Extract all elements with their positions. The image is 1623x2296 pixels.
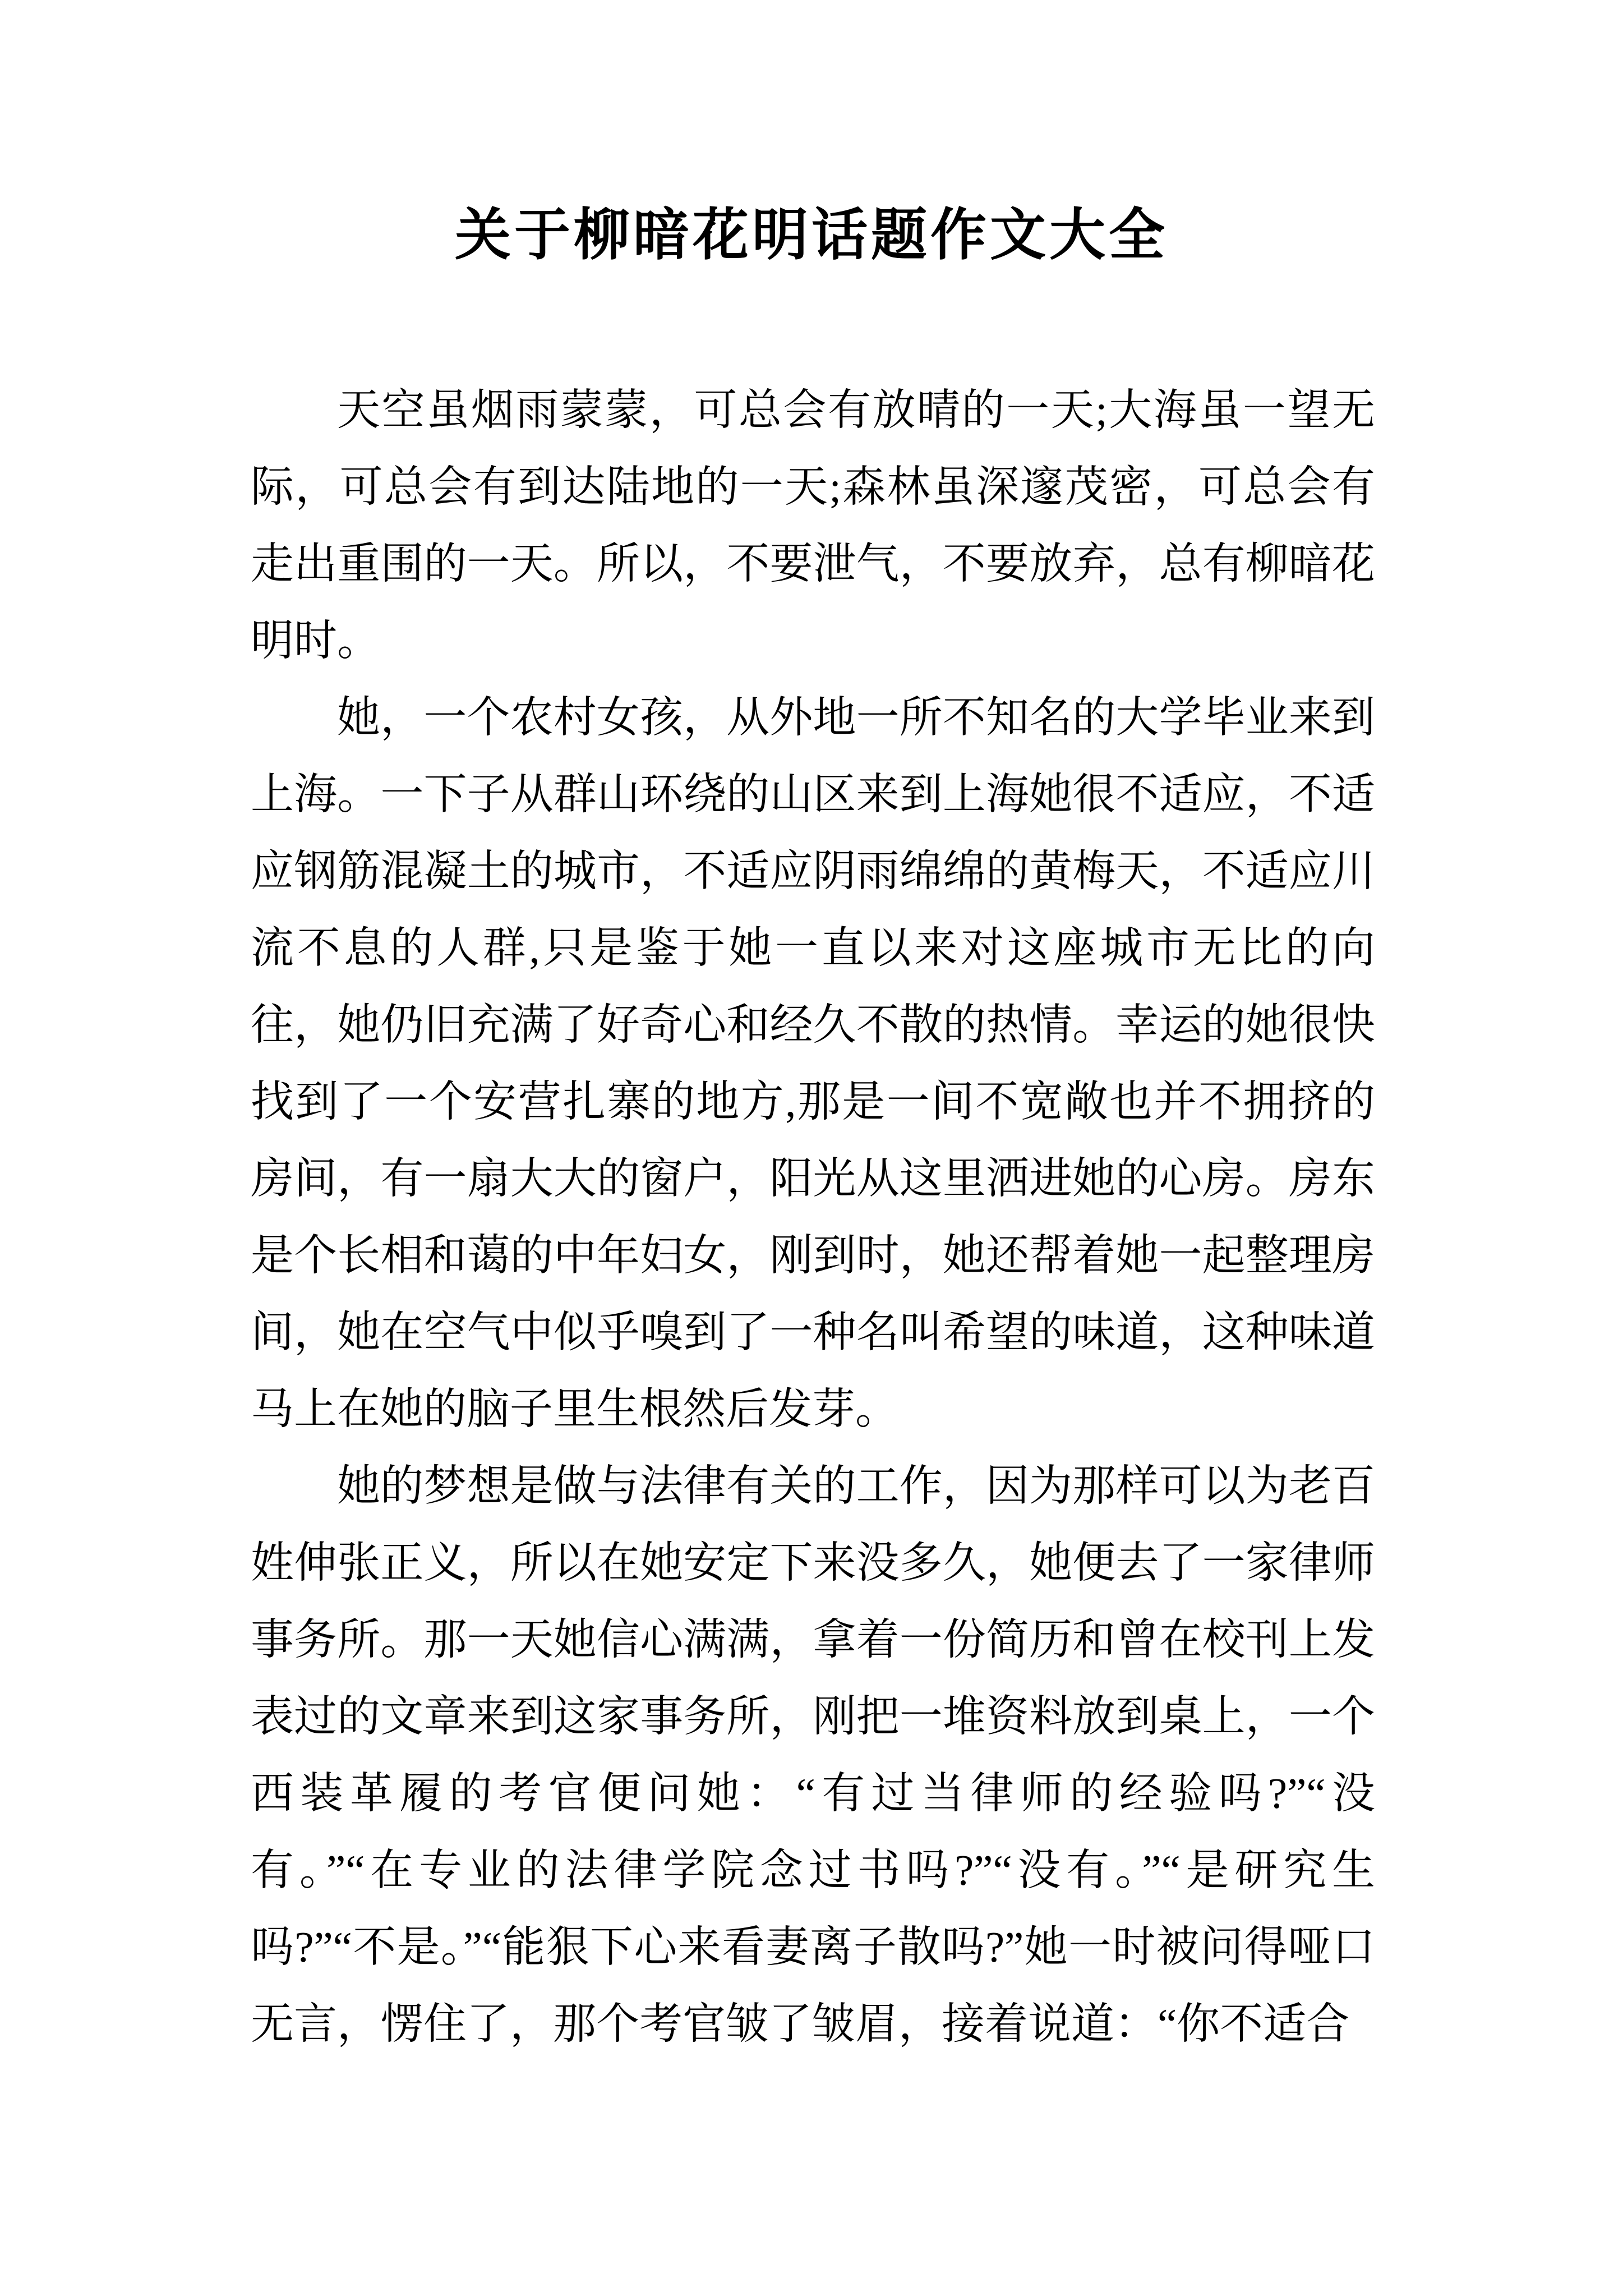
paragraph: 她，一个农村女孩，从外地一所不知名的大学毕业来到上海。一下子从群山环绕的山区来到上海她很不适应，不适应钢筋混凝土的城市，不适应阴雨绵绵的黄梅天，不适应川流不息的人群,只是鉴于她一直以来对这座城市无比的向往，她仍旧充满了好奇心和经久不散的热情。幸运的她很快找到了一个安营扎寨的地方,那是一间不宽敞也并不拥挤的房间，有一扇大大的窗户，阳光从这里洒进她的心房。房东是个长相和蔼的中年妇女，刚到时，她还帮着她一起整理房间，她在空气中似乎嗅到了一种名叫希望的味道，这种味道马上在她的脑子里生根然后发芽。 [251, 693, 1375, 1433]
paragraph: 她的梦想是做与法律有关的工作，因为那样可以为老百姓伸张正义，所以在她安定下来没多久，她便去了一家律师事务所。那一天她信心满满，拿着一份简历和曾在校刊上发表过的文章来到这家事务所，刚把一堆资料放到桌上，一个西装革履的考官便问她：“有过当律师的经验吗?”“没有。”“在专业的法律学院念过书吗?”“没有。”“是研究生吗?”“不是。”“能狠下心来看妻离子散吗?”她一时被问得哑口无言，愣住了，那个考官皱了皱眉，接着说道：“你不适合 [251, 1462, 1375, 2048]
paragraph: 天空虽烟雨蒙蒙，可总会有放晴的一天;大海虽一望无际，可总会有到达陆地的一天;森林虽深邃茂密，可总会有走出重围的一天。所以，不要泄气，不要放弃，总有柳暗花明时。 [251, 386, 1375, 665]
document-title: 关于柳暗花明话题作文大全 [455, 204, 1168, 266]
document-body [0, 372, 1623, 2063]
